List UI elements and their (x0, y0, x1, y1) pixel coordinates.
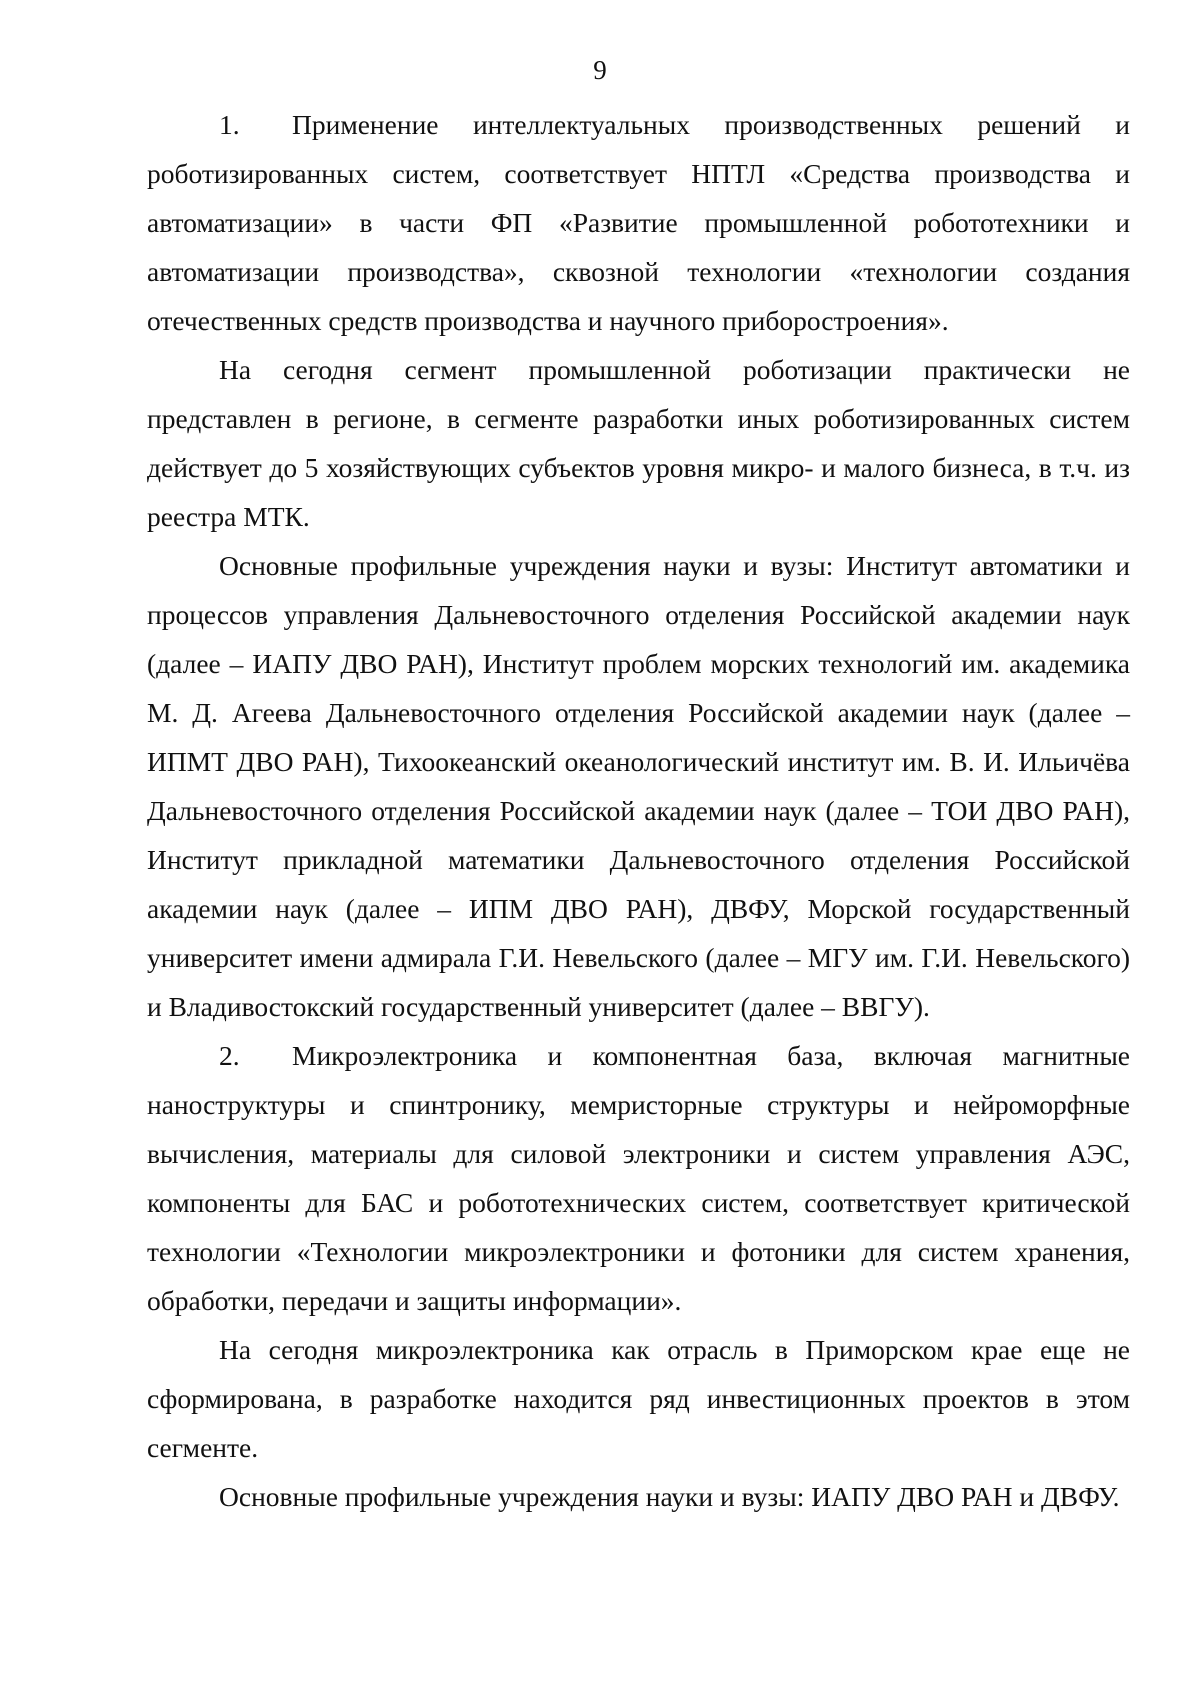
paragraph-robotics-status (147, 345, 1130, 541)
paragraph-text: На сегодня микроэлектроника как отрасль в Приморском крае еще не сформирована, в разработке находится ряд инвестиционных проектов в этом сегменте. (147, 1334, 1130, 1463)
list-number: 2. (219, 1040, 240, 1071)
paragraph-text: Микроэлектроника и компонентная база, включая магнитные наноструктуры и спинтронику, мемристорные структуры и нейроморфные вычисления, материалы для силовой электроники и систем управления АЭС, компоненты для БАС и робототехнических систем, соответствует критической технологии «Технологии микроэлектроники и фотоники для систем хранения, обработки, передачи и защиты информации». (147, 1040, 1130, 1316)
paragraph-text: Основные профильные учреждения науки и вузы: Институт автоматики и процессов управления Дальневосточного отделения Российской академии наук (далее – ИАПУ ДВО РАН), Институт проблем морских технологий им. академика М. Д. Агеева Дальневосточного отделения Российской академии наук (далее – ИПМТ ДВО РАН), Тихоокеанский океанологический институт им. В. И. Ильичёва Дальневосточного отделения Российской академии наук (далее – ТОИ ДВО РАН), Институт прикладной математики Дальневосточного отделения Российской академии наук (далее – ИПМ ДВО РАН), ДВФУ, Морской государственный университет имени адмирала Г.И. Невельского (далее – МГУ им. Г.И. Невельского) и Владивостокский государственный университет (далее – ВВГУ). (147, 550, 1130, 1022)
paragraph-robotics-institutions (147, 541, 1130, 1031)
paragraph-text: Применение интеллектуальных производственных решений и роботизированных систем, соответствует НПТЛ «Средства производства и автоматизации» в части ФП «Развитие промышленной робототехники и автоматизации производства», сквозной технологии «технологии создания отечественных средств производства и научного приборостроения». (147, 109, 1130, 336)
paragraph-microelectronics-institutions (147, 1472, 1130, 1521)
document-body (147, 100, 1130, 1521)
paragraph-text: Основные профильные учреждения науки и вузы: ИАПУ ДВО РАН и ДВФУ. (219, 1481, 1120, 1512)
paragraph-microelectronics-status (147, 1325, 1130, 1472)
list-number: 1. (219, 109, 240, 140)
paragraph-microelectronics (147, 1031, 1130, 1325)
page-number: 9 (593, 55, 607, 85)
paragraph-text: На сегодня сегмент промышленной роботизации практически не представлен в регионе, в сегменте разработки иных роботизированных систем действует до 5 хозяйствующих субъектов уровня микро- и малого бизнеса, в т.ч. из реестра МТК. (147, 354, 1130, 532)
paragraph-robotics (147, 100, 1130, 345)
